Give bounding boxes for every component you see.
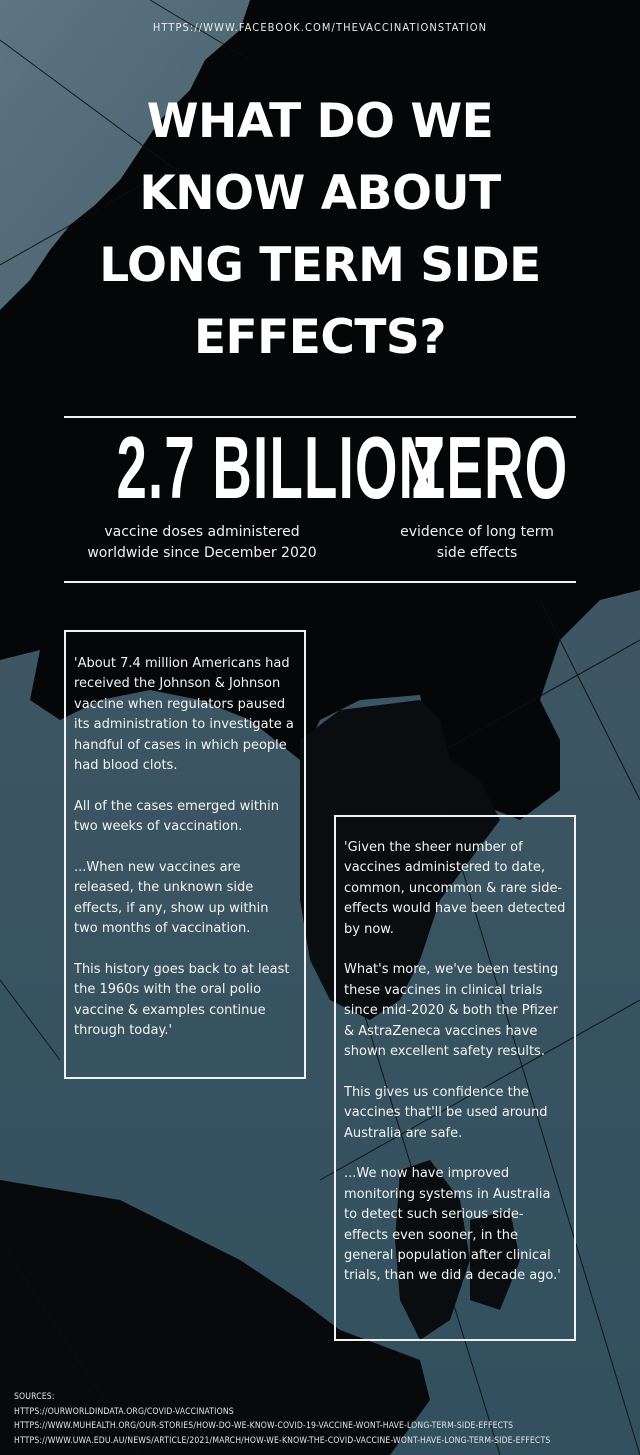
caption-line: worldwide since December 2020 [87,545,317,561]
source-link[interactable]: HTTPS://OURWORLDINDATA.ORG/COVID-VACCINATIONS [14,1406,234,1417]
quote-paragraph: 'Given the sheer number of vaccines administered to date, common, uncommon & rare side-effects would have been detected by now. [344,840,566,937]
caption-line: vaccine doses administered [104,524,300,540]
title-line: LONG TERM SIDE [99,238,541,293]
stat-caption-evidence [372,522,582,564]
source-link[interactable]: HTTPS://WWW.UWA.EDU.AU/NEWS/ARTICLE/2021/MARCH/HOW-WE-KNOW-THE-COVID-VACCINE-WONT-HAVE-LONG-TERM-SIDE-EFFECTS [14,1435,551,1446]
title-line: KNOW ABOUT [139,166,501,221]
sources-list [14,1390,550,1448]
quote-paragraph: ...We now have improved monitoring systems in Australia to detect such serious side-effects even sooner, in the general population after clinical trials, than we did a decade ago.' [344,1166,561,1284]
quote-box-left [64,630,306,1079]
source-link[interactable]: HTTPS://WWW.MUHEALTH.ORG/OUR-STORIES/HOW-DO-WE-KNOW-COVID-19-VACCINE-WONT-HAVE-LONG-TERM-SIDE-EFFECTS [14,1421,514,1432]
title-line: WHAT DO WE [146,94,494,149]
quote-paragraph: This gives us confidence the vaccines that'll be used around Australia are safe. [344,1084,548,1141]
stat-value-evidence: ZERO [411,418,569,517]
title-line: EFFECTS? [193,310,447,365]
divider-bottom [64,581,576,583]
sources-label: SOURCES: [14,1392,55,1402]
caption-line: side effects [436,545,518,561]
stat-caption-doses [64,522,340,564]
caption-line: evidence of long term [400,524,554,540]
quote-paragraph: This history goes back to at least the 1960s with the oral polio vaccine & examples continue through today.' [74,962,290,1039]
quote-paragraph: What's more, we've been testing these vaccines in clinical trials since mid-2020 & both the Pfizer & AstraZeneca vaccines have shown excellent safety results. [344,962,559,1060]
stat-value-doses: 2.7 BILLION [116,418,440,517]
quote-paragraph: ...When new vaccines are released, the unknown side effects, if any, show up within two months of vaccination. [74,860,269,937]
quote-box-right [334,815,576,1341]
facebook-url-header[interactable]: HTTPS://WWW.FACEBOOK.COM/THEVACCINATIONSTATION [152,21,488,34]
quote-paragraph: 'About 7.4 million Americans had received the Johnson & Johnson vaccine when regulators paused its administration to investigate a handful of cases in which people had blood clots. [74,656,294,774]
page-title [0,86,640,374]
quote-paragraph: All of the cases emerged within two weeks of vaccination. [74,798,280,835]
